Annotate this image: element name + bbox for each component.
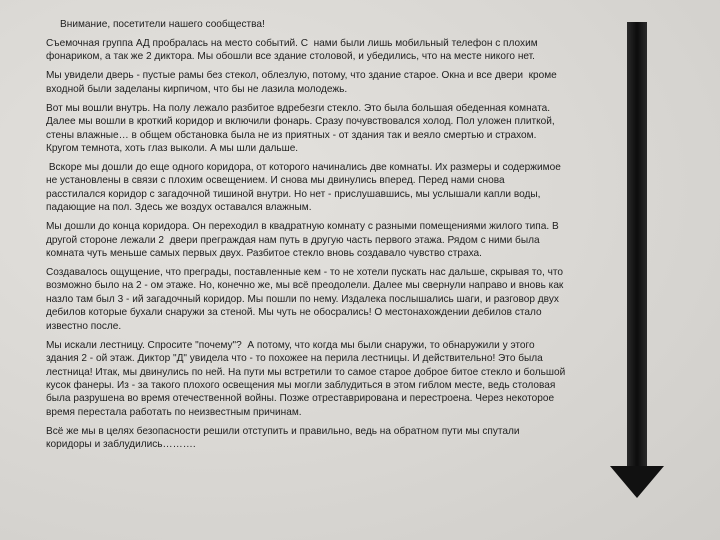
paragraph: Всё же мы в целях безопасности решили отступить и правильно, ведь на обратном пути мы спутали коридоры и заблудились……….	[46, 425, 523, 451]
story-text	[46, 18, 569, 457]
paragraph: Мы искали лестницу. Спросите "почему"? А потому, что когда мы были снаружи, то обнаружили у этого здания 2 - ой этаж. Диктор "Д" увидела что - то похожее на перила лестницы. И действительно! Это была лестница! Итак, мы двинулись по ней. На пути мы встретили то самое старое доброе битое стекло и большой кусок фанеры. Из - за такого плохого освещения мы могли заблудиться в этом гиблом месте, ведь столовая была разрушена во время отечественной войны. Позже отреставрирована и перестроена. Через некоторое время перестала работать по неизвестным причинам.	[46, 339, 569, 418]
paragraph: Мы дошли до конца коридора. Он переходил в квадратную комнату с разными помещениями жилого типа. В другой стороне лежали 2 двери преграждая нам путь в другую часть первого этажа. Рядом с ними была комната чуть меньше самых первых двух. Разбитое стекло вновь создавало чувство страха.	[46, 221, 562, 260]
paragraph: Мы увидели дверь - пустые рамы без стекол, облезлую, потому, что здание старое. Окна и все двери кроме входной были заделаны кирпичом, что бы не лазила молодежь.	[46, 70, 563, 95]
arrow-head	[610, 466, 664, 498]
down-arrow-icon	[610, 20, 664, 500]
arrow-shaft	[627, 22, 647, 466]
paragraph: Вот мы вошли внутрь. На полу лежало разбитое вдребезги стекло. Это была большая обеденная комната. Далее мы вошли в кроткий коридор и включили фонарь. Сразу почувствовался холод. Пол уложен плиткой, стены влажные… в общем обстановка была не из приятных - от здания так и веяло смертью и страхом. Кругом темнота, хоть глаз выколи. А мы шли дальше.	[46, 102, 558, 155]
paragraph: Создавалось ощущение, что преграды, поставленные кем - то не хотели пускать нас дальше, скрывая то, что возможно было на 2 - ом этаже. Но, конечно же, мы всё преодолели. Далее мы свернули направо и вновь как назло там был 3 - ий загадочный коридор. Мы пошли по нему. Издалека послышались шаги, и разговор двух дебилов которые бухали снаружи за стеной. Мы чуть не обосрались! О местонахождении дебилов стало известно после.	[46, 267, 567, 332]
paragraph: Вскоре мы дошли до еще одного коридора, от которого начинались две комнаты. Их размеры и содержимое не установлены в связи с плохим освещением. И снова мы двинулись вперед. Перед нами снова расстилался коридор с загадочной тишиной внутри. Но нет - прислушавшись, мы услышали капли воды, падающие на пол. Здесь же воздух оставался влажным.	[46, 162, 564, 214]
paragraph: Съемочная группа АД пробралась на место событий. С нами были лишь мобильный телефон с плохим фонариком, а так же 2 диктора. Мы обошли все здание столовой, и убедились, что на месте никого нет.	[46, 38, 544, 63]
greeting-line: Внимание, посетители нашего сообщества!	[46, 19, 265, 30]
